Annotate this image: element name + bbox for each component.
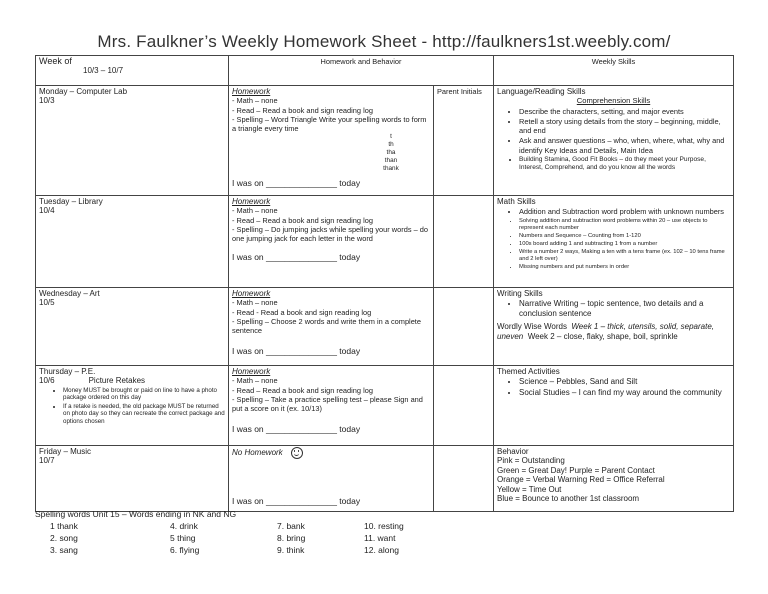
skills-sublist xyxy=(497,218,730,271)
spelling-word: 11. want xyxy=(364,533,396,543)
triangle-row: thank xyxy=(383,165,399,173)
parent-initials-cell xyxy=(434,196,494,288)
spelling-word: 5 thing xyxy=(170,533,196,543)
skills-cell-behavior xyxy=(494,446,734,512)
ww-week1-words: thick, utensils, solid, separate, uneven xyxy=(497,322,714,342)
parent-initials-label: Parent Initials xyxy=(437,87,482,96)
hw-line: - Math – none xyxy=(232,96,278,106)
homework-cell-wednesday xyxy=(229,288,434,366)
skills-list xyxy=(497,377,730,398)
skills-cell-themed xyxy=(494,366,734,446)
ww-week1-label: Week 1 – xyxy=(571,322,606,332)
triangle-row: th xyxy=(388,141,394,149)
list-item: • Solving addition and subtraction word problems within 20 – use objects to represent each number xyxy=(519,218,730,232)
word-triangle xyxy=(232,133,430,173)
list-item: • If a retake is needed, the old package MUST be returned on photo day so they can recreate the correct package and options chosen xyxy=(63,403,225,426)
day-date: 10/3 xyxy=(39,96,55,106)
day-cell-monday xyxy=(36,86,229,196)
day-date: 10/7 xyxy=(39,456,55,466)
spelling-word: 6. flying xyxy=(170,545,200,555)
weekly-skills-header: Weekly Skills xyxy=(494,56,734,86)
day-name: Tuesday – Library xyxy=(39,197,103,206)
hw-line: - Spelling – Do jumping jacks while spelling your words – do one jumping jack for each letter in the word xyxy=(232,224,428,244)
hw-line: - Spelling – Take a practice spelling test – please Sign and put a score on it (ex. 10/13) xyxy=(232,394,423,414)
day-name: Monday – Computer Lab xyxy=(39,87,128,96)
behavior-line: Green = Great Day! Purple = Parent Contact xyxy=(497,465,655,475)
behavior-title: Behavior xyxy=(497,447,529,456)
hw-line: - Read – Read a book and sign reading log xyxy=(232,215,373,225)
homework-cell-monday xyxy=(229,86,434,196)
hw-line: - Math – none xyxy=(232,376,278,386)
i-was-on-line: I was on _______________ today xyxy=(232,496,361,506)
hw-line: - Spelling – Word Triangle Write your spelling words to form a triangle every time xyxy=(232,114,427,134)
spelling-word: 12. along xyxy=(364,545,399,555)
homework-label: Homework xyxy=(232,367,271,376)
list-item: • Money MUST be brought or paid on line to have a photo package ordered on this day xyxy=(63,387,225,402)
spelling-word: 7. bank xyxy=(277,521,305,531)
hw-line: - Spelling – Choose 2 words and write them in a complete sentence xyxy=(232,316,421,336)
picture-retakes: Picture Retakes xyxy=(88,376,146,386)
skills-title: Language/Reading Skills xyxy=(497,87,586,96)
retake-list xyxy=(39,387,225,426)
skills-cell-math xyxy=(494,196,734,288)
skills-title: Math Skills xyxy=(497,197,536,206)
week-of-label: Week of xyxy=(39,56,72,66)
parent-initials-cell xyxy=(434,86,494,196)
day-date: 10/5 xyxy=(39,298,55,308)
i-was-on-line: I was on _______________ today xyxy=(232,346,361,357)
list-item: • Addition and Subtraction word problem with unknown numbers xyxy=(519,207,730,216)
skills-title: Themed Activities xyxy=(497,367,560,376)
day-cell-thursday xyxy=(36,366,229,446)
triangle-row: than xyxy=(384,157,398,165)
hw-behavior-header: Homework and Behavior xyxy=(229,56,494,86)
homework-cell-tuesday xyxy=(229,196,434,288)
spelling-word: 2. song xyxy=(50,533,78,543)
spelling-word: 3. sang xyxy=(50,545,78,555)
day-name: Thursday – P.E. xyxy=(39,367,96,376)
wordly-wise-words xyxy=(497,322,730,342)
no-homework: No Homework xyxy=(232,447,430,459)
list-item: • Social Studies – I can find my way around the community xyxy=(519,388,730,398)
triangle-row: t xyxy=(390,133,392,141)
homework-cell-thursday xyxy=(229,366,434,446)
spelling-word: 8. bring xyxy=(277,533,306,543)
i-was-on-line: I was on _______________ today xyxy=(232,252,361,263)
skills-cell-writing xyxy=(494,288,734,366)
spelling-word: 4. drink xyxy=(170,521,198,531)
list-item: • Missing numbers and put numbers in order xyxy=(519,264,730,271)
hw-line: - Math – none xyxy=(232,298,278,308)
day-name: Friday – Music xyxy=(39,447,92,456)
spelling-word: 1 thank xyxy=(50,521,78,531)
smiley-icon xyxy=(291,447,303,459)
week-of-cell xyxy=(36,56,229,86)
list-item: • 100s board adding 1 and subtracting 1 from a number xyxy=(519,241,730,248)
skills-list xyxy=(497,299,730,319)
list-item: • Describe the characters, setting, and major events xyxy=(519,107,730,116)
i-was-on-line: I was on _______________ today xyxy=(232,424,361,435)
ww-label: Wordly Wise Words xyxy=(497,322,567,332)
parent-initials-cell xyxy=(434,288,494,366)
skills-list xyxy=(497,107,730,173)
spelling-word: 10. resting xyxy=(364,521,404,531)
day-name: Wednesday – Art xyxy=(39,289,100,298)
spelling-heading: Spelling words Unit 15 – Words ending in NK and NG xyxy=(35,509,237,519)
list-item: • Ask and answer questions – who, when, where, what, why and identify Key Ideas and Details, Main Idea xyxy=(519,136,730,155)
behavior-line: Yellow = Time Out xyxy=(497,484,562,494)
homework-label: Homework xyxy=(232,289,271,298)
day-cell-tuesday xyxy=(36,196,229,288)
homework-cell-friday xyxy=(229,446,434,512)
list-item: • Building Stamina, Good Fit Books – do they meet your Purpose, Interest, Comprehend, and do you know all the words xyxy=(519,156,730,172)
list-item: • Retell a story using details from the story – beginning, middle, and end xyxy=(519,117,730,136)
list-item: • Numbers and Sequence – Counting from 1-120 xyxy=(519,233,730,240)
hw-line: - Read – Read a book and sign reading log xyxy=(232,385,373,395)
list-item: • Narrative Writing – topic sentence, two details and a conclusion sentence xyxy=(519,299,730,319)
hw-line: - Math – none xyxy=(232,206,278,216)
behavior-line: Orange = Verbal Warning Red = Office Referral xyxy=(497,475,665,485)
skills-cell-language xyxy=(494,86,734,196)
behavior-line: Pink = Outstanding xyxy=(497,456,565,466)
triangle-row: tha xyxy=(386,149,396,157)
homework-table xyxy=(35,55,734,512)
day-cell-wednesday xyxy=(36,288,229,366)
homework-label: Homework xyxy=(232,197,271,206)
parent-initials-cell xyxy=(434,366,494,446)
day-cell-friday xyxy=(36,446,229,512)
comprehension-skills: Comprehension Skills xyxy=(576,96,651,106)
hw-line: - Read – Read a book and sign reading log xyxy=(232,105,373,115)
skills-list xyxy=(497,207,730,216)
week-range: 10/3 – 10/7 xyxy=(83,66,124,76)
spelling-word: 9. think xyxy=(277,545,305,555)
ww-week2: Week 2 – close, flaky, shape, boil, sprinkle xyxy=(527,332,678,342)
list-item: • Write a number 2 ways, Making a ten with a tens frame (ex. 102 – 10 tens frame and 2 left over) xyxy=(519,249,730,263)
hw-line: - Read - Read a book and sign reading log xyxy=(232,307,372,317)
parent-initials-cell xyxy=(434,446,494,512)
homework-label: Homework xyxy=(232,87,271,96)
list-item: • Science – Pebbles, Sand and Silt xyxy=(519,377,730,387)
page-title: Mrs. Faulkner’s Weekly Homework Sheet - http://faulkners1st.weebly.com/ xyxy=(97,32,671,51)
i-was-on-line: I was on _______________ today xyxy=(232,178,361,189)
day-date: 10/6 Picture Retakes xyxy=(39,376,146,386)
day-date: 10/4 xyxy=(39,206,55,216)
behavior-line: Blue = Bounce to another 1st classroom xyxy=(497,494,640,504)
skills-title: Writing Skills xyxy=(497,289,543,298)
